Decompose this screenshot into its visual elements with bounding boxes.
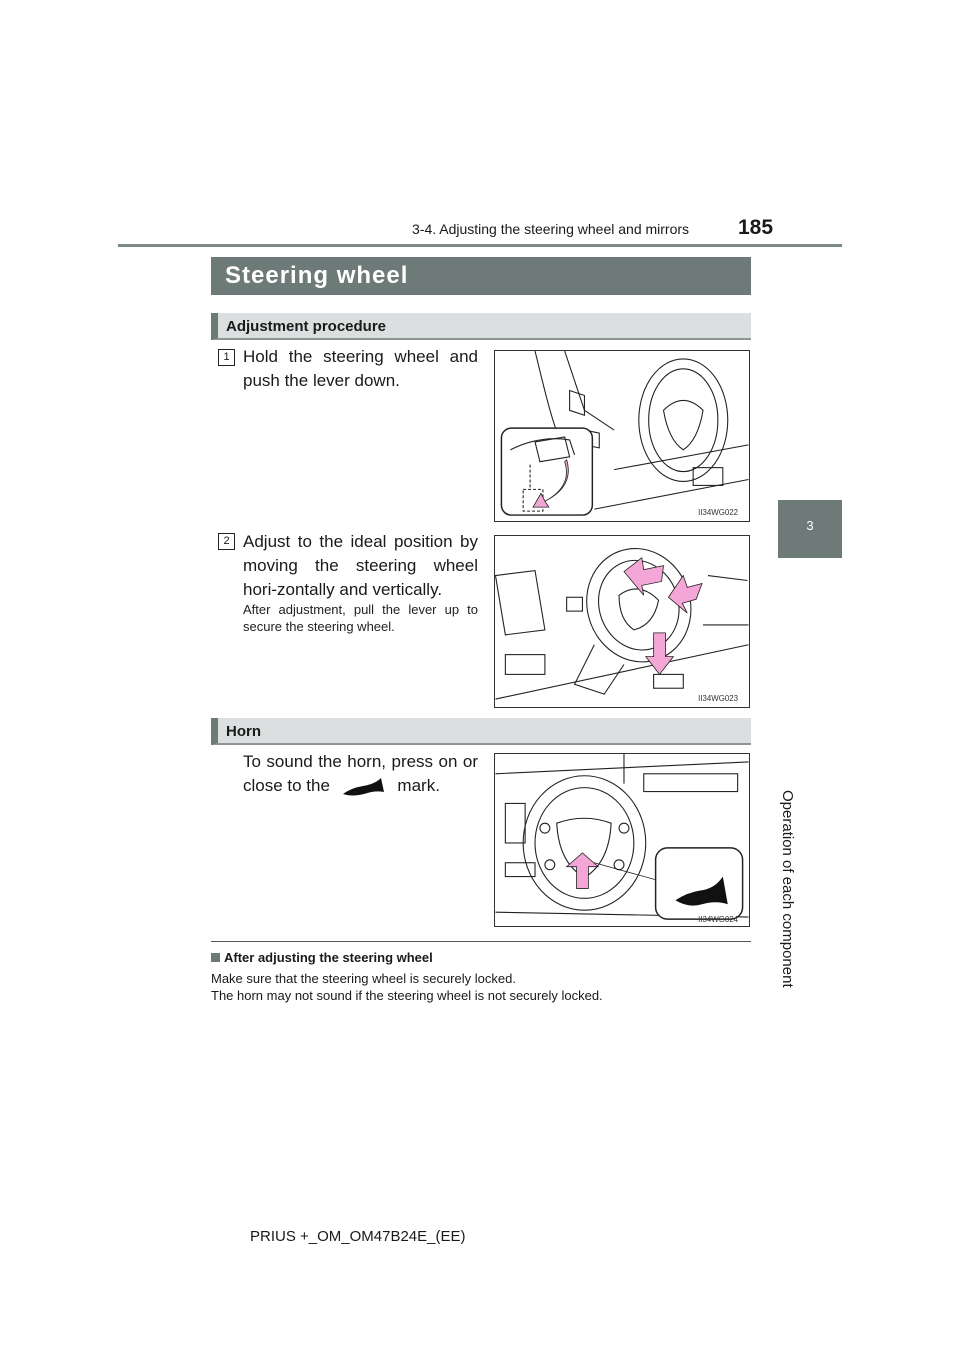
figure-code-2: II34WG023: [698, 694, 739, 704]
page-number: 185: [738, 216, 774, 239]
horn-heading: Horn: [211, 718, 751, 745]
figure-lever-down: [494, 350, 750, 522]
horn-text-before: To sound the horn, press on or close to the: [243, 752, 478, 795]
horn-text-after: mark.: [397, 776, 440, 795]
figure-code-3: II34WG024: [698, 915, 739, 925]
horn-text: [243, 750, 478, 798]
step-2-text: Adjust to the ideal position by moving the steering wheel hori-zontally and vertically.: [243, 532, 478, 599]
bullet-square-icon: [211, 953, 220, 962]
notes-heading-text: After adjusting the steering wheel: [224, 950, 433, 965]
chapter-tab[interactable]: 3: [778, 500, 842, 558]
chapter-tab-label: Operation of each component: [779, 790, 796, 988]
step-2-note: After adjustment, pull the lever up to secure the steering wheel.: [243, 602, 478, 634]
steering-lever-illustration: [495, 351, 749, 521]
page-title: Steering wheel: [211, 257, 751, 295]
horn-illustration: [495, 754, 749, 926]
step-number-1: 1: [218, 349, 235, 366]
notes-heading: [211, 950, 433, 965]
figure-code-1: II34WG022: [698, 508, 739, 518]
header-divider: [118, 244, 842, 247]
steering-adjust-illustration: [495, 536, 749, 707]
notes-divider: [211, 941, 751, 942]
notes-line-1: Make sure that the steering wheel is securely locked.: [211, 971, 516, 986]
horn-icon: [341, 776, 387, 798]
section-title: 3-4. Adjusting the steering wheel and mirrors: [412, 221, 690, 237]
figure-horn: [494, 753, 750, 927]
figure-wheel-adjust: [494, 535, 750, 708]
document-code-footer: PRIUS +_OM_OM47B24E_(EE): [250, 1228, 466, 1245]
adjustment-heading: Adjustment procedure: [211, 313, 751, 340]
step-number-2: 2: [218, 533, 235, 550]
notes-line-2: The horn may not sound if the steering wheel is not securely locked.: [211, 988, 603, 1003]
step-1-text: Hold the steering wheel and push the lever down.: [243, 347, 478, 390]
